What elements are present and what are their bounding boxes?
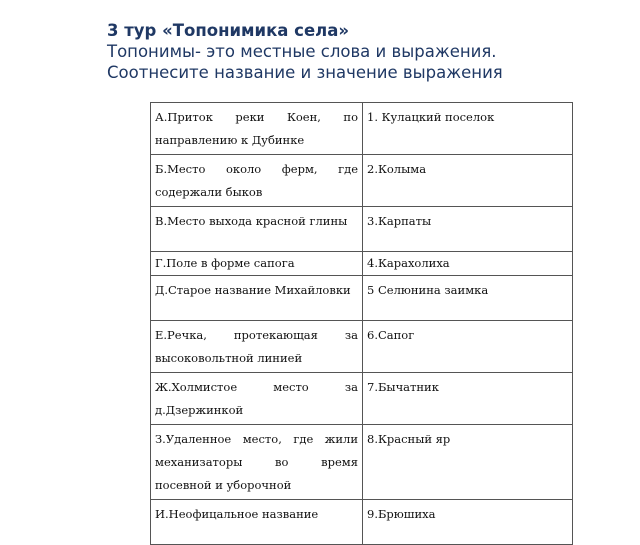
meaning-cell: В.Место выхода красной глины	[151, 207, 363, 252]
table-row	[151, 103, 573, 155]
toponym-cell: 4.Карахолиха	[363, 252, 573, 276]
table-row	[151, 321, 573, 373]
meaning-cell: Е.Речка, протекающая за высоковольтной линией	[151, 321, 363, 373]
toponym-cell: 1. Кулацкий поселок	[363, 103, 573, 155]
table-row	[151, 252, 573, 276]
table-row	[151, 425, 573, 500]
toponym-cell: 8.Красный яр	[363, 425, 573, 500]
toponym-cell: 9.Брюшиха	[363, 500, 573, 545]
matching-table	[150, 102, 573, 545]
toponym-cell: 7.Бычатник	[363, 373, 573, 425]
meaning-cell: Б.Место около ферм, где содержали быков	[151, 155, 363, 207]
toponym-cell: 6.Сапог	[363, 321, 573, 373]
meaning-cell: Д.Старое название Михайловки	[151, 276, 363, 321]
meaning-cell: А.Приток реки Коен, по направлению к Дубинке	[151, 103, 363, 155]
table-row	[151, 500, 573, 545]
table-row	[151, 155, 573, 207]
meaning-cell: З.Удаленное место, где жили механизаторы во время посевной и уборочной	[151, 425, 363, 500]
toponym-cell: 5 Селюнина заимка	[363, 276, 573, 321]
meaning-cell: И.Неофицальное название	[151, 500, 363, 545]
meaning-cell: Г.Поле в форме сапога	[151, 252, 363, 276]
toponym-cell: 3.Карпаты	[363, 207, 573, 252]
table-row	[151, 276, 573, 321]
slide-subtitle-instruction: Соотнесите название и значение выражения	[107, 63, 503, 82]
meaning-cell: Ж.Холмистое место за д.Дзержинкой	[151, 373, 363, 425]
toponym-cell: 2.Колыма	[363, 155, 573, 207]
slide-title: 3 тур «Топонимика села»	[107, 21, 350, 40]
table-row	[151, 373, 573, 425]
table-row	[151, 207, 573, 252]
slide-subtitle-definition: Топонимы- это местные слова и выражения.	[107, 42, 497, 61]
slide-header	[107, 20, 627, 83]
